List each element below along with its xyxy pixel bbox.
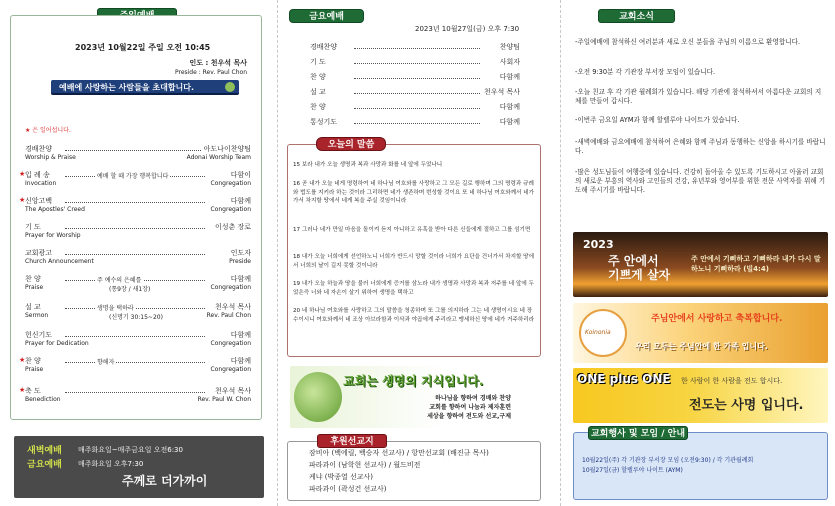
sunday-worship-box	[10, 15, 262, 420]
order-item-korean: 교회광고	[25, 249, 53, 257]
friday-order-row	[310, 72, 520, 84]
news-item: -오늘 친교 후 각 기관 월례회가 있습니다. 해당 기관에 참석하셔서 아름다운 교회의 지체를 만들어 갑시다.	[575, 88, 822, 105]
order-item-korean: 신앙고백	[25, 197, 53, 205]
leader-dots	[65, 362, 205, 363]
friday-order-leader: 천우석 목사	[483, 88, 520, 96]
one-plus-one-text: ONE plus ONE	[577, 372, 671, 386]
evangelism-small-text: 한 사람이 한 사람을 전도 합시다.	[681, 377, 783, 385]
friday-order-leader: 사회자	[499, 58, 520, 66]
order-item-korean: 기 도	[25, 223, 41, 231]
order-item-leader-english: Adonai Worship Team	[186, 154, 251, 161]
leader-dots	[65, 202, 205, 203]
weekly-worship-panel	[14, 436, 264, 498]
order-item-detail: 생명을 택하라	[97, 305, 134, 312]
flower-icon	[225, 82, 235, 92]
order-item-english: The Apostles' Creed	[25, 206, 85, 213]
order-item-korean: 찬 양	[25, 357, 41, 365]
order-item-leader-english: Congregation	[210, 180, 251, 187]
order-item-leader-english: Congregation	[210, 340, 251, 347]
order-item-leader: 다함께	[230, 197, 251, 205]
friday-order-leader: 다함께	[499, 73, 520, 81]
event-item: 10월22일(주) 각 기관장 부서장 모임 (오전9:30) / 각 기관월례회	[582, 457, 754, 464]
order-item-english: Prayer for Worship	[25, 232, 81, 239]
rejoice-banner	[573, 232, 828, 297]
news-item: -주일예배에 참석하신 여러분과 새로 오신 분들을 주님의 이름으로 환영합니다.	[575, 38, 801, 46]
verse-text: 19 내가 오늘 하늘과 땅을 불러 너희에게 증거를 삼노라 내가 생명과 사망과 복과 저주를 네 앞에 두었은즉 너와 네 자손이 살기 위하여 생명을 택하고	[293, 281, 534, 296]
welcome-text: 예배에 사랑하는 사람들을 초대합니다.	[59, 83, 195, 92]
order-item-leader-english: Congregation	[210, 284, 251, 291]
order-row	[19, 386, 251, 408]
mission-banner-text: 교회는 생명의 지식입니다.	[343, 374, 484, 388]
mission-line: 하나님을 향하여 경배와 찬양	[435, 395, 511, 402]
order-item-leader-english: Rev. Paul W. Chon	[197, 396, 251, 403]
friday-order-leader: 다함께	[499, 118, 520, 126]
stand-star-icon: ★	[19, 196, 26, 204]
stand-star-icon: ★	[19, 170, 26, 178]
order-row	[25, 274, 251, 296]
order-item-detail2: (신명기 30:15~20)	[109, 314, 163, 321]
support-missions-title: 후원선교지	[317, 434, 387, 448]
order-item-detail: 주 예수의 은혜를	[97, 277, 142, 284]
verse-text: 18 내가 오늘 너희에게 선언하노니 너희가 반드시 망할 것이라 너희가 요단을 건너가서 차지할 땅에서 너희의 날이 길지 못할 것이니라	[293, 254, 534, 269]
verse-text: 15 보라 내가 오늘 생명과 복과 사망과 화를 네 앞에 두었나니	[293, 162, 443, 168]
order-item-leader: 이성춘 장로	[214, 223, 251, 231]
news-item: -이번주 금요일 AYM과 함께 할렐루야 나이트가 있습니다.	[575, 116, 740, 124]
mission-line: 교회를 향하여 나눔과 제자훈련	[429, 404, 511, 411]
todays-word-title: 오늘의 말씀	[316, 137, 386, 151]
leader-dots	[354, 78, 480, 79]
order-row	[19, 356, 251, 378]
banner-family-text: 우리 모두는 주님안에 한 가족 입니다.	[635, 342, 768, 351]
order-item-english: Praise	[25, 284, 44, 291]
banner-rejoice-right: 주 안에서 기뻐하고 기뻐하라 내가 다시 말하노니 기뻐하라 (빌4:4)	[691, 255, 821, 273]
friday-order-leader: 찬양팀	[499, 43, 520, 51]
friday-order-item: 기 도	[310, 58, 326, 66]
events-box	[573, 432, 828, 500]
order-item-detail: 향해자	[97, 359, 115, 366]
friday-order-row	[310, 102, 520, 114]
order-item-leader: 다함께	[230, 275, 251, 283]
stand-star-icon: ★	[19, 356, 26, 364]
order-item-korean: 입 례 송	[25, 171, 50, 179]
friday-worship-label: 금요예배	[27, 460, 62, 470]
koinonia-banner	[573, 303, 828, 363]
order-item-leader-english: Congregation	[210, 366, 251, 373]
preside-korean: 인도 : 천우석 목사	[189, 59, 247, 67]
banner-bless-text: 주님안에서 사랑하고 축복합니다.	[651, 314, 783, 324]
koinonia-logo	[579, 309, 627, 357]
church-news-column	[565, 0, 835, 506]
order-item-english: Worship & Praise	[25, 154, 76, 161]
leader-dots	[354, 93, 480, 94]
news-item: -새벽예배와 금요예배에 참석하여 은혜와 함께 주님과 동행하는 신앙을 하시기를 바랍니다.	[575, 138, 826, 155]
order-item-korean: 축 도	[25, 387, 41, 395]
verse-text: 20 네 하나님 여호와를 사랑하고 그의 말씀을 청종하며 또 그를 의지하라 그는 네 생명이시요 네 장수이시니 여호와께서 네 조상 아브라함과 이삭과 야곱에게 주리라고 맹세하신 땅에 네가 거주하리라	[293, 308, 535, 323]
order-row	[25, 302, 251, 324]
leader-dots	[354, 48, 480, 49]
order-item-leader: 다함이	[230, 171, 251, 179]
order-item-korean: 찬 양	[25, 275, 41, 283]
order-row	[19, 170, 251, 192]
friday-order-leader: 다함께	[499, 103, 520, 111]
order-item-korean: 헌신기도	[25, 331, 53, 339]
leader-dots	[65, 392, 205, 393]
stand-note: ★ 은 일어섭니다.	[25, 127, 71, 134]
leader-dots	[354, 123, 480, 124]
support-missions-box	[287, 441, 541, 501]
order-item-leader: 다함께	[230, 357, 251, 365]
order-item-leader: 인도자	[230, 249, 251, 257]
banner-year: 2023	[583, 238, 614, 251]
leader-dots	[65, 336, 205, 337]
slogan-text: 주께로 더가까이	[122, 474, 208, 488]
column-divider	[560, 0, 561, 506]
news-item: -오전 9:30분 각 기관장 부서장 모임이 있습니다.	[575, 68, 716, 76]
preside-english: Preside : Rev. Paul Chon	[174, 69, 247, 76]
friday-worship-time: 매주화요일 오후7:30	[78, 460, 144, 468]
friday-order-item: 통성기도	[310, 118, 338, 126]
friday-order-row	[310, 117, 520, 129]
worship-date: 2023년 10월22일 주일 오전 10:45	[75, 43, 211, 52]
welcome-banner	[51, 80, 239, 95]
dawn-worship-label: 새벽예배	[27, 446, 62, 456]
mission-banner	[290, 366, 545, 428]
sunday-worship-column	[0, 0, 272, 506]
order-item-korean: 경배찬양	[25, 145, 53, 153]
order-item-detail2: (통9장 / 새1장)	[109, 286, 151, 293]
leader-dots	[354, 63, 480, 64]
order-row	[25, 222, 251, 244]
support-item: 파라과이 (곽성건 선교사)	[309, 485, 387, 493]
verse-text: 16 곧 내가 오늘 네게 명령하여 네 하나님 여호와를 사랑하고 그 모든 길로 행하며 그의 명령과 규례와 법도를 지키라 하는 것이라 그리하면 네가 생존하며 번성할 것이요 또 네 하나님 여호와께서 네가 가서 차지할 땅에서 네게 복을 주실 것임이니라	[293, 181, 535, 205]
evangelism-big-text: 전도는 사명 입니다.	[689, 398, 804, 413]
friday-order-item: 찬 양	[310, 103, 326, 111]
friday-order-item: 찬 양	[310, 73, 326, 81]
order-item-leader: 다함께	[230, 331, 251, 339]
leader-dots	[65, 150, 205, 151]
mission-line: 세상을 향하여 전도와 선교,구제	[427, 413, 511, 420]
banner-rejoice-left: 주 안에서 기쁘게 살자	[608, 254, 671, 282]
koinonia-logo-text: Koinonia	[585, 329, 611, 336]
friday-order-item: 설 교	[310, 88, 326, 96]
leader-dots	[65, 228, 205, 229]
friday-worship-column	[284, 0, 554, 506]
event-item: 10월27일(금) 할렐루야 나이트 (AYM)	[582, 467, 683, 474]
evangelism-banner	[573, 368, 828, 423]
friday-worship-title: 금요예배	[289, 9, 364, 23]
support-item: 파라과이 (남학현 선교사) / 월드비전	[309, 461, 421, 469]
globe-sprout-icon	[294, 372, 342, 422]
order-item-english: Praise	[25, 366, 44, 373]
friday-order-item: 경배찬양	[310, 43, 338, 51]
column-divider	[277, 0, 278, 506]
order-item-leader: 천우석 목사	[214, 387, 251, 395]
order-item-leader-english: Rev. Paul Chon	[206, 312, 251, 319]
todays-word-box	[287, 144, 541, 357]
dawn-worship-time: 매주화요일~매주금요일 오전6:30	[78, 446, 183, 454]
friday-order-row	[310, 42, 520, 54]
stand-star-icon: ★	[19, 386, 26, 394]
church-news-title: 교회소식	[598, 9, 675, 23]
leader-dots	[65, 254, 205, 255]
order-row	[19, 196, 251, 218]
order-row	[25, 144, 251, 166]
order-item-leader-english: Congregation	[210, 206, 251, 213]
order-row	[25, 248, 251, 270]
order-item-english: Church Announcement	[25, 258, 94, 265]
leader-dots	[354, 108, 480, 109]
news-item: -많은 성도님들이 여행중에 있습니다. 건강히 돌아올 수 있도록 기도하시고 아울러 교회의 새로운 부흥의 역사와 고인들의 건강, 유년부와 영어부를 위한 전문 사역자를 위해 기도해 주시기를 바랍니다.	[575, 168, 826, 194]
support-item: 잠비아 (백에릴, 백승자 선교사) / 항만선교회 (배진규 목사)	[309, 449, 489, 457]
order-row	[25, 330, 251, 352]
verse-text: 17 그러나 네가 만일 마음을 돌이켜 듣지 아니하고 유혹을 받아 다른 신들에게 절하고 그를 섬기면	[293, 227, 531, 233]
order-item-detail: 예배 할 때 가장 행복합니다	[97, 173, 169, 180]
order-item-korean: 설 교	[25, 303, 41, 311]
friday-order-row	[310, 87, 520, 99]
order-item-english: Benediction	[25, 396, 61, 403]
events-title: 교회행사 및 모임 / 안내	[588, 426, 688, 440]
order-item-leader: 천우석 목사	[214, 303, 251, 311]
friday-worship-date: 2023년 10월27일(금) 오후 7:30	[415, 25, 520, 33]
order-item-leader: 아도나이찬양팀	[203, 145, 251, 153]
order-item-english: Prayer for Dedication	[25, 340, 89, 347]
order-item-english: Sermon	[25, 312, 49, 319]
order-item-english: Invocation	[25, 180, 57, 187]
support-item: 케냐 (박종열 선교사)	[309, 473, 374, 481]
friday-order-row	[310, 57, 520, 69]
order-item-leader-english: Preside	[229, 258, 251, 265]
